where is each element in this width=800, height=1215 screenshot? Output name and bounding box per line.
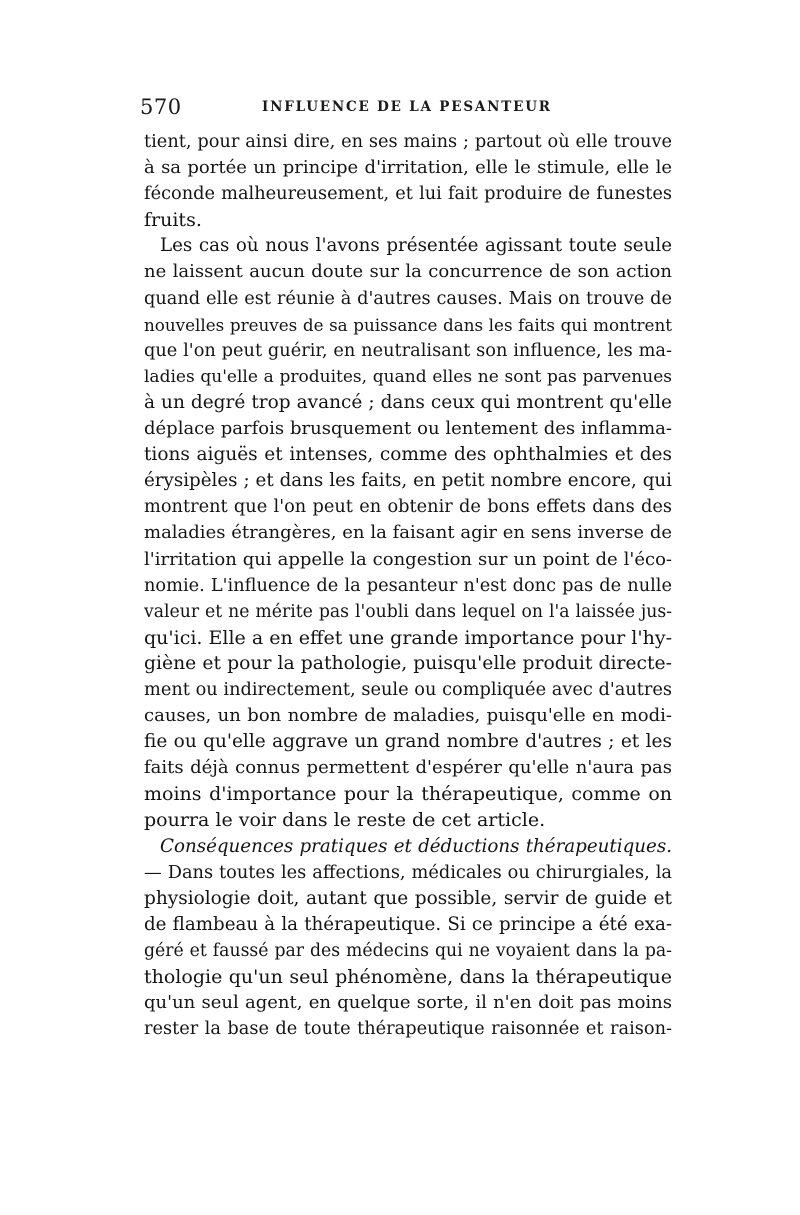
text-line: qu'ici. Elle a en effet une grande importance pour l'hy- [144, 626, 672, 649]
text-line: fie ou qu'elle aggrave un grand nombre d'autres ; et les [144, 731, 672, 753]
text-line: nomie. L'influence de la pesanteur n'est donc pas de nulle [144, 575, 672, 596]
text-line: valeur et ne mérite pas l'oubli dans lequel on l'a laissée jus- [144, 601, 672, 622]
text-line: moins d'importance pour la thérapeutique, comme on [144, 783, 672, 806]
text-line: quand elle est réunie à d'autres causes. Mais on trouve de [144, 288, 672, 309]
text-line: causes, un bon nombre de maladies, puisqu'elle en modi- [144, 705, 672, 727]
text-line: montrent que l'on peut en obtenir de bons effets dans des [144, 497, 672, 518]
text-line: féconde malheureusement, et lui fait produire de funestes [144, 184, 672, 205]
text-line: thologie qu'un seul phénomène, dans la thérapeutique [144, 966, 672, 988]
text-line: maladies étrangères, en la faisant agir en sens inverse de [144, 522, 672, 544]
text-line: à sa portée un principe d'irritation, elle le stimule, elle le [144, 157, 672, 179]
page-header [140, 95, 676, 121]
text-line: physiologie doit, autant que possible, servir de guide et [144, 887, 672, 909]
text-line: fruits. [144, 209, 202, 232]
body-text [144, 129, 672, 1042]
text-line: — Dans toutes les affections, médicales ou chirurgiales, la [144, 862, 672, 883]
text-line: ment ou indirectement, seule ou compliquée avec d'autres [144, 679, 672, 700]
text-line: giène et pour la pathologie, puisqu'elle produit directe- [144, 652, 672, 674]
text-line: pourra le voir dans le reste de cet article. [144, 809, 546, 832]
text-line: de flambeau à la thérapeutique. Si ce principe a été exa- [144, 913, 672, 935]
section-heading-line: Conséquences pratiques et déductions thérapeutiques. [160, 835, 672, 857]
text-line: géré et faussé par des médecins qui ne voyaient dans la pa- [144, 940, 672, 961]
text-line: tions aiguës et intenses, comme des ophthalmies et des [144, 444, 672, 466]
text-line: faits déjà connus permettent d'espérer qu'elle n'aura pas [144, 757, 672, 779]
text-line: l'irritation qui appelle la congestion sur un point de l'éco- [144, 548, 672, 570]
text-line: à un degré trop avancé ; dans ceux qui montrent qu'elle [144, 391, 672, 413]
text-line: qu'un seul agent, en quelque sorte, il n'en doit pas moins [144, 992, 672, 1014]
text-line: nouvelles preuves de sa puissance dans les faits qui montrent [144, 314, 672, 335]
text-line: ladies qu'elle a produites, quand elles ne sont pas parvenues [144, 366, 672, 387]
text-line: que l'on peut guérir, en neutralisant son influence, les ma- [144, 340, 672, 361]
text-line: rester la base de toute thérapeutique raisonnée et raison- [144, 1019, 672, 1040]
text-line: tient, pour ainsi dire, en ses mains ; partout où elle trouve [144, 132, 672, 152]
running-head: INFLUENCE DE LA PESANTEUR [262, 99, 552, 115]
text-line: déplace parfois brusquement ou lentement des inflamma- [144, 418, 672, 440]
text-line: ne laissent aucun doute sur la concurrence de son action [144, 261, 672, 283]
page-number: 570 [140, 95, 182, 119]
paragraph-start-line: Les cas où nous l'avons présentée agissant toute seule [160, 235, 672, 257]
text-line: érysipèles ; et dans les faits, en petit nombre encore, qui [144, 470, 672, 492]
